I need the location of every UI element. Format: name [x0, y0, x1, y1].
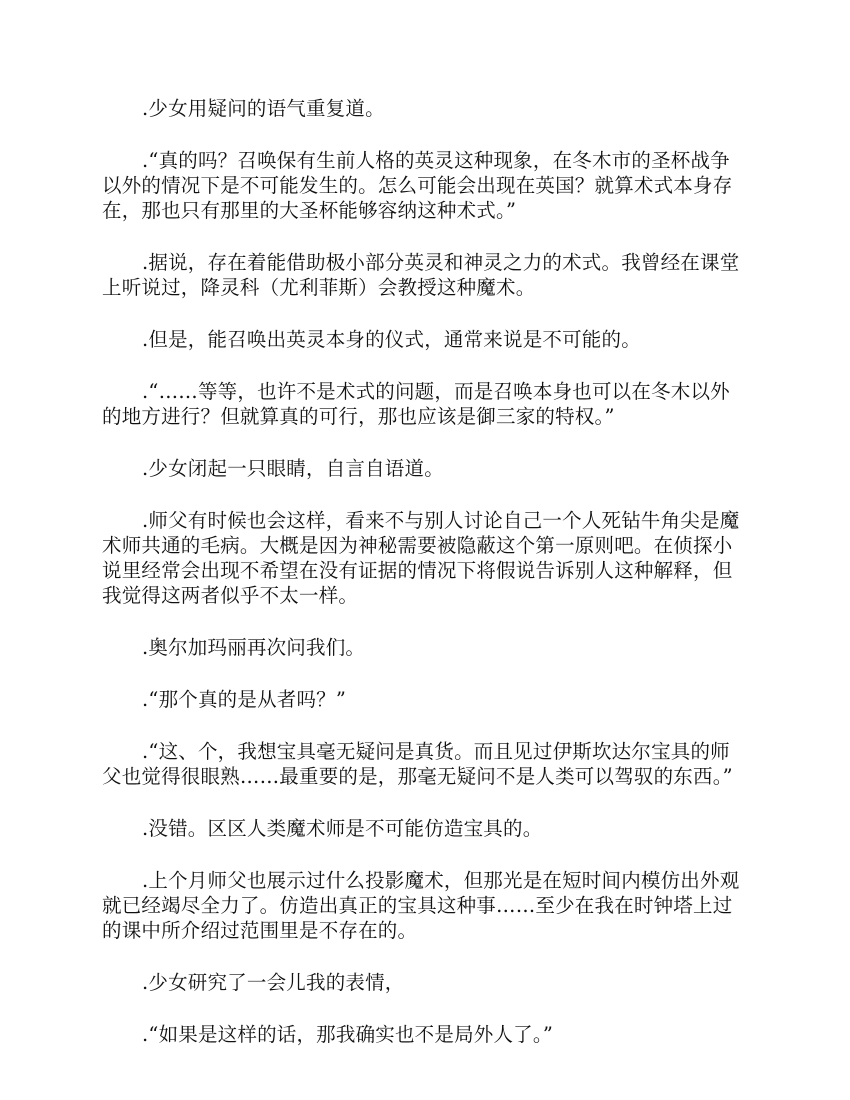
document-body	[102, 96, 748, 1074]
paragraph-12: .上个月师父也展示过什么投影魔术，但那光是在短时间内模仿出外观就已经竭尽全力了。仿造出真正的宝具这种事……至少在我在时钟塔上过的课中所介绍过范围里是不存在的。	[102, 869, 740, 942]
paragraph-14: .“如果是这样的话，那我确实也不是局外人了。”	[142, 1023, 553, 1046]
paragraph-7: .师父有时候也会这样，看来不与别人讨论自己一个人死钻牛角尖是魔术师共通的毛病。大概是因为神秘需要被隐蔽这个第一原则吧。在侦探小说里经常会出现不希望在没有证据的情况下将假说告诉别人这种解释，但我觉得这两者似乎不太一样。	[102, 509, 740, 607]
paragraph-8: .奥尔加玛丽再次问我们。	[142, 636, 366, 659]
paragraph-3: .据说，存在着能借助极小部分英灵和神灵之力的术式。我曾经在课堂上听说过，降灵科（尤利菲斯）会教授这种魔术。	[102, 251, 740, 299]
paragraph-4: .但是，能召唤出英灵本身的仪式，通常来说是不可能的。	[142, 328, 641, 351]
paragraph-5: .“……等等，也许不是术式的问题，而是召唤本身也可以在冬木以外的地方进行？但就算真的可行，那也应该是御三家的特权。”	[102, 380, 730, 428]
paragraph-10: .“这、个，我想宝具毫无疑问是真货。而且见过伊斯坎达尔宝具的师父也觉得很眼熟……最重要的是，那毫无疑问不是人类可以驾驭的东西。”	[102, 740, 733, 788]
paragraph-2: .“真的吗？召唤保有生前人格的英灵这种现象，在冬木市的圣杯战争以外的情况下是不可能发生的。怎么可能会出现在英国？就算术式本身存在，那也只有那里的大圣杯能够容纳这种术式。”	[102, 149, 733, 222]
paragraph-9: .“那个真的是从者吗？”	[142, 688, 347, 711]
paragraph-6: .少女闭起一只眼睛，自言自语道。	[142, 457, 444, 480]
paragraph-1: .少女用疑问的语气重复道。	[142, 97, 385, 120]
paragraph-11: .没错。区区人类魔术师是不可能仿造宝具的。	[142, 817, 543, 840]
paragraph-13: .少女研究了一会儿我的表情，	[142, 971, 405, 994]
